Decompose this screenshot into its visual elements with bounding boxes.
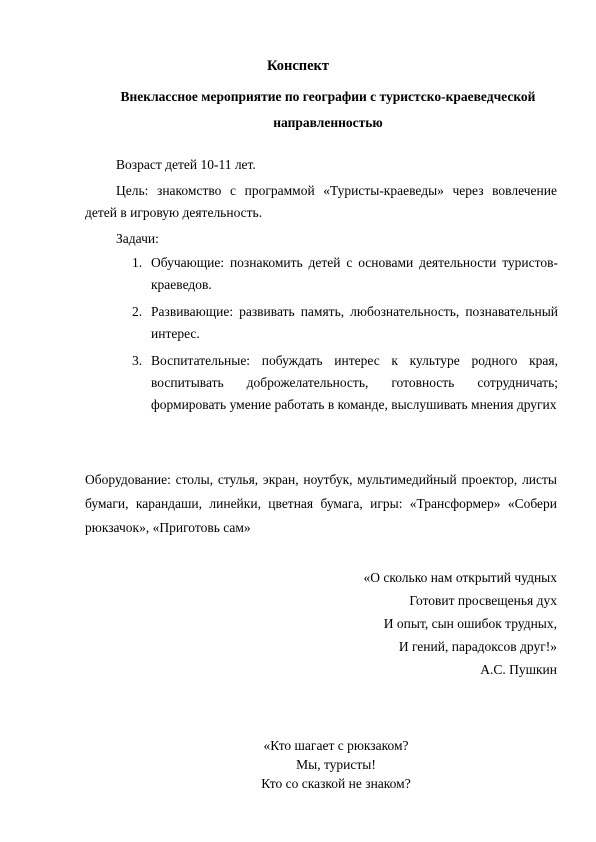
- task-number: 1.: [132, 255, 143, 270]
- epigraph-line: И гений, парадоксов друг!»: [398, 639, 557, 654]
- epigraph-line: «О сколько нам открытий чудных: [363, 570, 557, 585]
- task-item: [114, 301, 558, 345]
- epigraph-line: И опыт, сын ошибок трудных,: [383, 616, 557, 631]
- epigraph-line: Готовит просвещенья дух: [409, 593, 557, 608]
- task-text: Развивающие: развивать память, любознательность, познавательный интерес.: [151, 304, 558, 341]
- tasks-heading: Задачи:: [116, 231, 159, 246]
- task-item: [114, 350, 558, 416]
- epigraph: [280, 566, 557, 681]
- chant-line: Мы, туристы!: [296, 757, 376, 772]
- task-text: Воспитательные: побуждать интерес к культуре родного края, воспитывать доброжелательность, готовность сотрудничать; формировать умение работать в команде, выслушивать мнения других: [151, 353, 558, 412]
- tasks-list: [114, 252, 558, 421]
- chant-line: Кто со сказкой не знаком?: [261, 776, 411, 791]
- epigraph-author: А.С. Пушкин: [480, 662, 557, 677]
- equipment-paragraph: Оборудование: столы, стулья, экран, ноутбук, мультимедийный проектор, листы бумаги, карандаши, линейки, цветная бумага, игры: «Трансформер» «Собери рюкзачок», «Приготовь сам»: [85, 472, 557, 535]
- age-line: Возраст детей 10-11 лет.: [116, 157, 256, 172]
- task-number: 3.: [132, 353, 143, 368]
- task-item: [114, 252, 558, 296]
- chant-line: «Кто шагает с рюкзаком?: [263, 738, 409, 753]
- chant: [0, 736, 596, 793]
- goal-paragraph: Цель: знакомство с программой «Туристы-краеведы» через вовлечение детей в игровую деятельность.: [85, 183, 557, 220]
- document-subtitle: Внеклассное мероприятие по географии с туристско-краеведческой направленностью: [120, 89, 536, 130]
- task-number: 2.: [132, 304, 143, 319]
- document-title: Конспект: [266, 58, 330, 74]
- task-text: Обучающие: познакомить детей с основами деятельности туристов-краеведов.: [151, 255, 558, 292]
